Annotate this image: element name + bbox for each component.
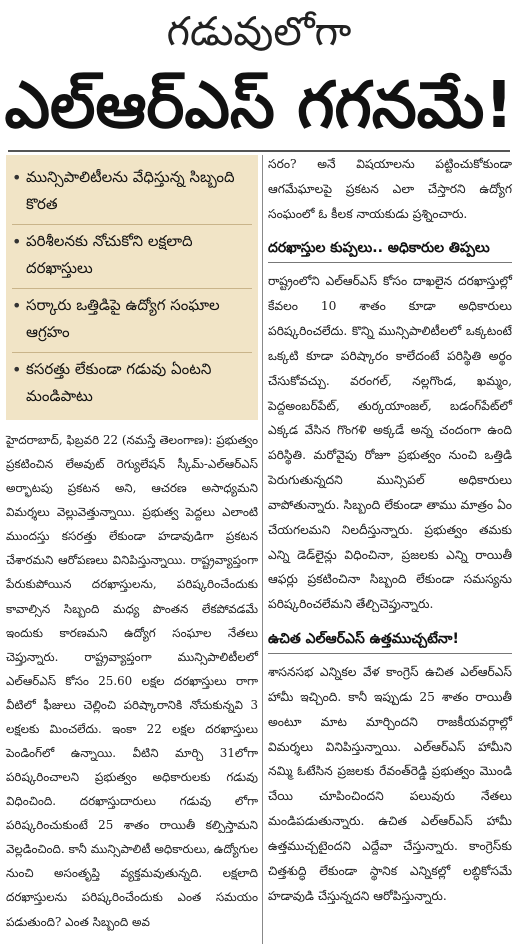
highlights-box bbox=[6, 155, 258, 420]
bullet-icon: • bbox=[12, 360, 22, 379]
highlight-item bbox=[12, 353, 252, 416]
highlight-text: సర్కారు ఒత్తిడిపై ఉద్యోగ సంఘాల ఆగ్రహం bbox=[26, 296, 220, 341]
bullet-icon: • bbox=[12, 232, 22, 251]
highlight-text: కసరత్తు లేకుండా గడువు ఏంటని మండిపాటు bbox=[26, 360, 212, 405]
bullet-icon: • bbox=[12, 168, 22, 187]
bullet-icon: • bbox=[12, 296, 22, 315]
article-body-free-lrs: శాసనసభ ఎన్నికల వేళ కాంగ్రెస్ ఉచిత ఎల్ఆర్ఎస్ హామీ ఇచ్చింది. కానీ ఇప్పుడు 25 శాతం రాయితీ అంటూ మాట మార్చిందని రాజకీయవర్గాల్లో విమర్శలు వినిపిస్తున్నాయి. ఎల్ఆర్ఎస్ హామీని నమ్మి ఓటేసిన ప్రజలకు రేవంత్‌రెడ్డి ప్రభుత్వం మొండి చేయి చూపించిందని పలువురు నేతలు మండిపడుతున్నారు. ఉచిత ఎల్ఆర్ఎస్ హామీ ఉత్తముచ్చటైందని ఎద్దేవా చేస్తున్నారు. కాంగ్రెస్‌కు చిత్తశుద్ధి లేకుండా స్థానిక ఎన్నికల్లో లబ్ధికోసమే హడావుడి చేస్తున్నదని ఆరోపిస్తున్నారు. bbox=[268, 665, 512, 903]
column-divider bbox=[262, 155, 263, 944]
highlight-text: పరిశీలనకు నోచుకోని లక్షలాది దరఖాస్తులు bbox=[26, 232, 193, 277]
subheading-free-lrs: ఉచిత ఎల్ఆర్ఎస్ ఉత్తముచ్చటేనా! bbox=[268, 627, 512, 654]
highlight-text: మున్సిపాలిటీలను వేధిస్తున్న సిబ్బంది కొరత bbox=[26, 168, 235, 213]
headline: ఎల్‌ఆర్‌ఎస్ గగనమే! bbox=[4, 69, 514, 143]
article-body-left: హైదరాబాద్, ఫిబ్రవరి 22 (నమస్తే తెలంగాణ): ప్రభుత్వం ప్రకటించిన లేఅవుట్ రెగ్యులేషన్ స్కీమ్-ఎల్ఆర్ఎస్ అర్భాటపు ప్రకటన అని, ఆచరణ అసాధ్యమని విమర్శలు వెల్లువెత్తున్నాయి. ప్రభుత్వ పెద్దలు ఎలాంటి ముందస్తు కసరత్తు లేకుండా హడావుడిగా ప్రకటన చేశారమని ఆరోపణలు వినిపిస్తున్నాయి. రాష్ట్రవ్యాప్తంగా పేరుకుపోయిన దరఖాస్తులను, పరిష్కరించేందుకు కావాల్సిన సిబ్బంది మధ్య పొంతన లేకపోవడమే ఇందుకు కారణమని ఉద్యోగ సంఘాల నేతలు చెప్తున్నారు. రాష్ట్రవ్యాప్తంగా మున్సిపాలిటీలలో ఎల్ఆర్ఎస్ కోసం 25.60 లక్షల దరఖాస్తులు రాగా వీటిలో ఫీజులు చెల్లించి పరిష్కారానికి నోచుకున్నవి 3 లక్షలకు మించలేదు. ఇంకా 22 లక్షల దరఖాస్తులు పెండింగ్‌లో ఉన్నాయి. వీటిని మార్చి 31లోగా పరిష్కరించాలని ప్రభుత్వం అధికారులకు గడువు విధించింది. దరఖాస్తుదారులు గడువు లోగా పరిష్కరించుకుంటే 25 శాతం రాయితీ కల్పిస్తామని వెల్లడించింది. కానీ మున్సిపాలిటీ అధికారులు, ఉద్యోగుల నుంచి అసంతృప్తి వ్యక్తమవుతున్నది. లక్షలాది దరఖాస్తులను పరిష్కరించేందుకు ఎంత సమయం పడుతుంది? ఎంత సిబ్బంది అవ bbox=[6, 433, 258, 929]
subheading-applications: దరఖాస్తుల కుప్పలు.. అధికారుల తిప్పలు bbox=[268, 236, 512, 263]
highlight-item bbox=[12, 225, 252, 289]
article-body-applications: రాష్ట్రంలోని ఎల్ఆర్ఎస్ కోసం దాఖలైన దరఖాస్తుల్లో కేవలం 10 శాతం కూడా అధికారులు పరిష్కరించలేదు. కొన్ని మున్సిపాలిటీలలో ఒక్కటంటే ఒక్కటి కూడా పరిష్కారం కాలేదంటే పరిస్థితి అర్థం చేసుకోవచ్చు. వరంగల్, నల్లగొండ, ఖమ్మం, పెద్దఅంబర్‌పేట్, తుర్కయాంజల్, బడంగ్‌పేట్‌లో ఎక్కడ వేసిన గొంగళి అక్కడే అన్న చందంగా ఉంది పరిస్థితి. మరోవైపు రోజూ ప్రభుత్వం నుంచి ఒత్తిడి పెరుగుతున్నదని మున్సిపల్ అధికారులు వాపోతున్నారు. సిబ్బంది లేకుండా తాము మాత్రం ఏం చేయగలమని నిలదీస్తున్నారు. ప్రభుత్వం తమకు ఎన్ని డెడ్‌లైన్లు విధించినా, ప్రజలకు ఎన్ని రాయితీ ఆఫర్లు ప్రకటించినా సిబ్బంది లేకుండా సమస్యను పరిష్కరించలేమని తేల్చిచెప్తున్నారు. bbox=[268, 274, 512, 612]
article-body-continued: సరం? అనే విషయాలను పట్టించుకోకుండా ఆగమేఘాలపై ప్రకటన ఎలా చేస్తారని ఉద్యోగ సంఘంలో ఓ కీలక నాయకుడు ప్రశ్నించారు. bbox=[268, 157, 512, 221]
highlight-item bbox=[12, 289, 252, 353]
kicker-title: గడువులోగా bbox=[166, 9, 352, 55]
highlight-item bbox=[12, 161, 252, 225]
right-column bbox=[268, 148, 512, 948]
left-column bbox=[6, 155, 258, 948]
